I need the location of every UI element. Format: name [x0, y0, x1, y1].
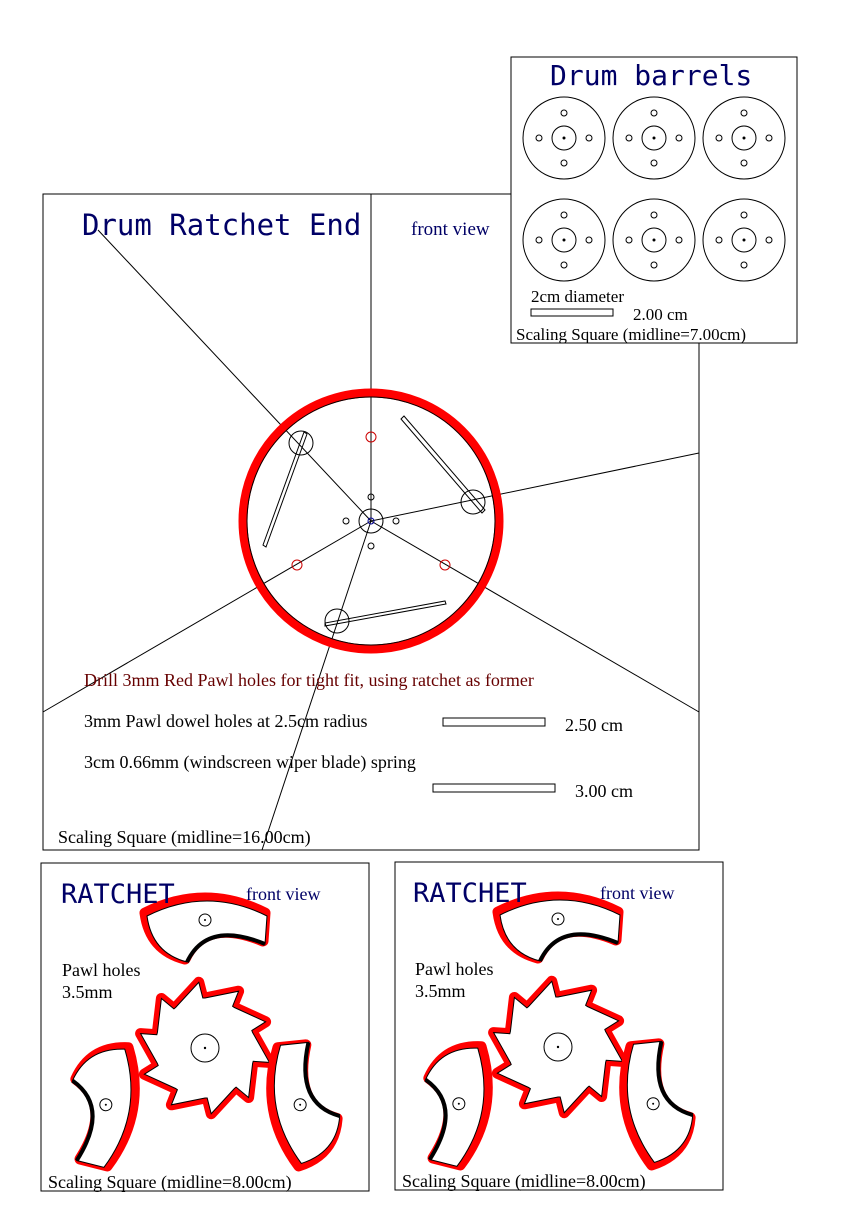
pawl: [616, 1036, 700, 1167]
dowel-note: 3mm Pawl dowel holes at 2.5cm radius: [84, 711, 368, 731]
ratchet-left-pawl-holes: Pawl holes: [62, 960, 141, 980]
barrel-scale-value: 2.00 cm: [633, 305, 688, 324]
ratchet-right-parts: [412, 897, 700, 1169]
ratchet-left-view-label: front view: [246, 884, 321, 904]
ratchet-left-parts: [59, 898, 347, 1170]
ratchet-wheel: [494, 981, 623, 1112]
ratchet-right-panel: [395, 862, 723, 1192]
ratchet-right-view-label: front view: [600, 883, 675, 903]
pawl: [59, 1039, 143, 1170]
ratchet-left-title: RATCHET: [61, 879, 175, 910]
ratchet-left-scaling-square: Scaling Square (midline=8.00cm): [48, 1172, 292, 1192]
drum-barrels-scaling-square: Scaling Square (midline=7.00cm): [516, 325, 747, 344]
drum-ratchet-end-title: Drum Ratchet End: [82, 208, 362, 242]
dowel-scale-value: 2.50 cm: [565, 715, 623, 735]
drum-barrels-panel: [511, 57, 797, 344]
spring-scale-bar: [433, 784, 555, 792]
drill-note: Drill 3mm Red Pawl holes for tight fit, using ratchet as former: [84, 670, 534, 690]
spring-note: 3cm 0.66mm (windscreen wiper blade) spring: [84, 752, 416, 772]
drum-barrels-title: Drum barrels: [550, 59, 753, 92]
ratchet-left-panel: [41, 863, 369, 1193]
pawl-dowel-holes: [289, 431, 485, 633]
drum-ratchet-end-scaling-square: Scaling Square (midline=16.00cm): [58, 827, 311, 847]
drum-ratchet-end-view-label: front view: [411, 219, 490, 240]
ratchet-right-pawl-size: 3.5mm: [415, 981, 466, 1001]
dowel-scale-bar: [443, 718, 545, 726]
ratchet-wheel: [141, 982, 270, 1113]
ratchet-left-pawl-size: 3.5mm: [62, 982, 113, 1002]
spring-scale-value: 3.00 cm: [575, 781, 633, 801]
ratchet-right-pawl-holes: Pawl holes: [415, 959, 494, 979]
barrel-diameter-note: 2cm diameter: [531, 287, 624, 306]
ratchet-right-scaling-square: Scaling Square (midline=8.00cm): [402, 1171, 646, 1191]
ratchet-right-title: RATCHET: [413, 878, 527, 909]
pawl: [263, 1037, 347, 1168]
pawl: [412, 1038, 496, 1169]
